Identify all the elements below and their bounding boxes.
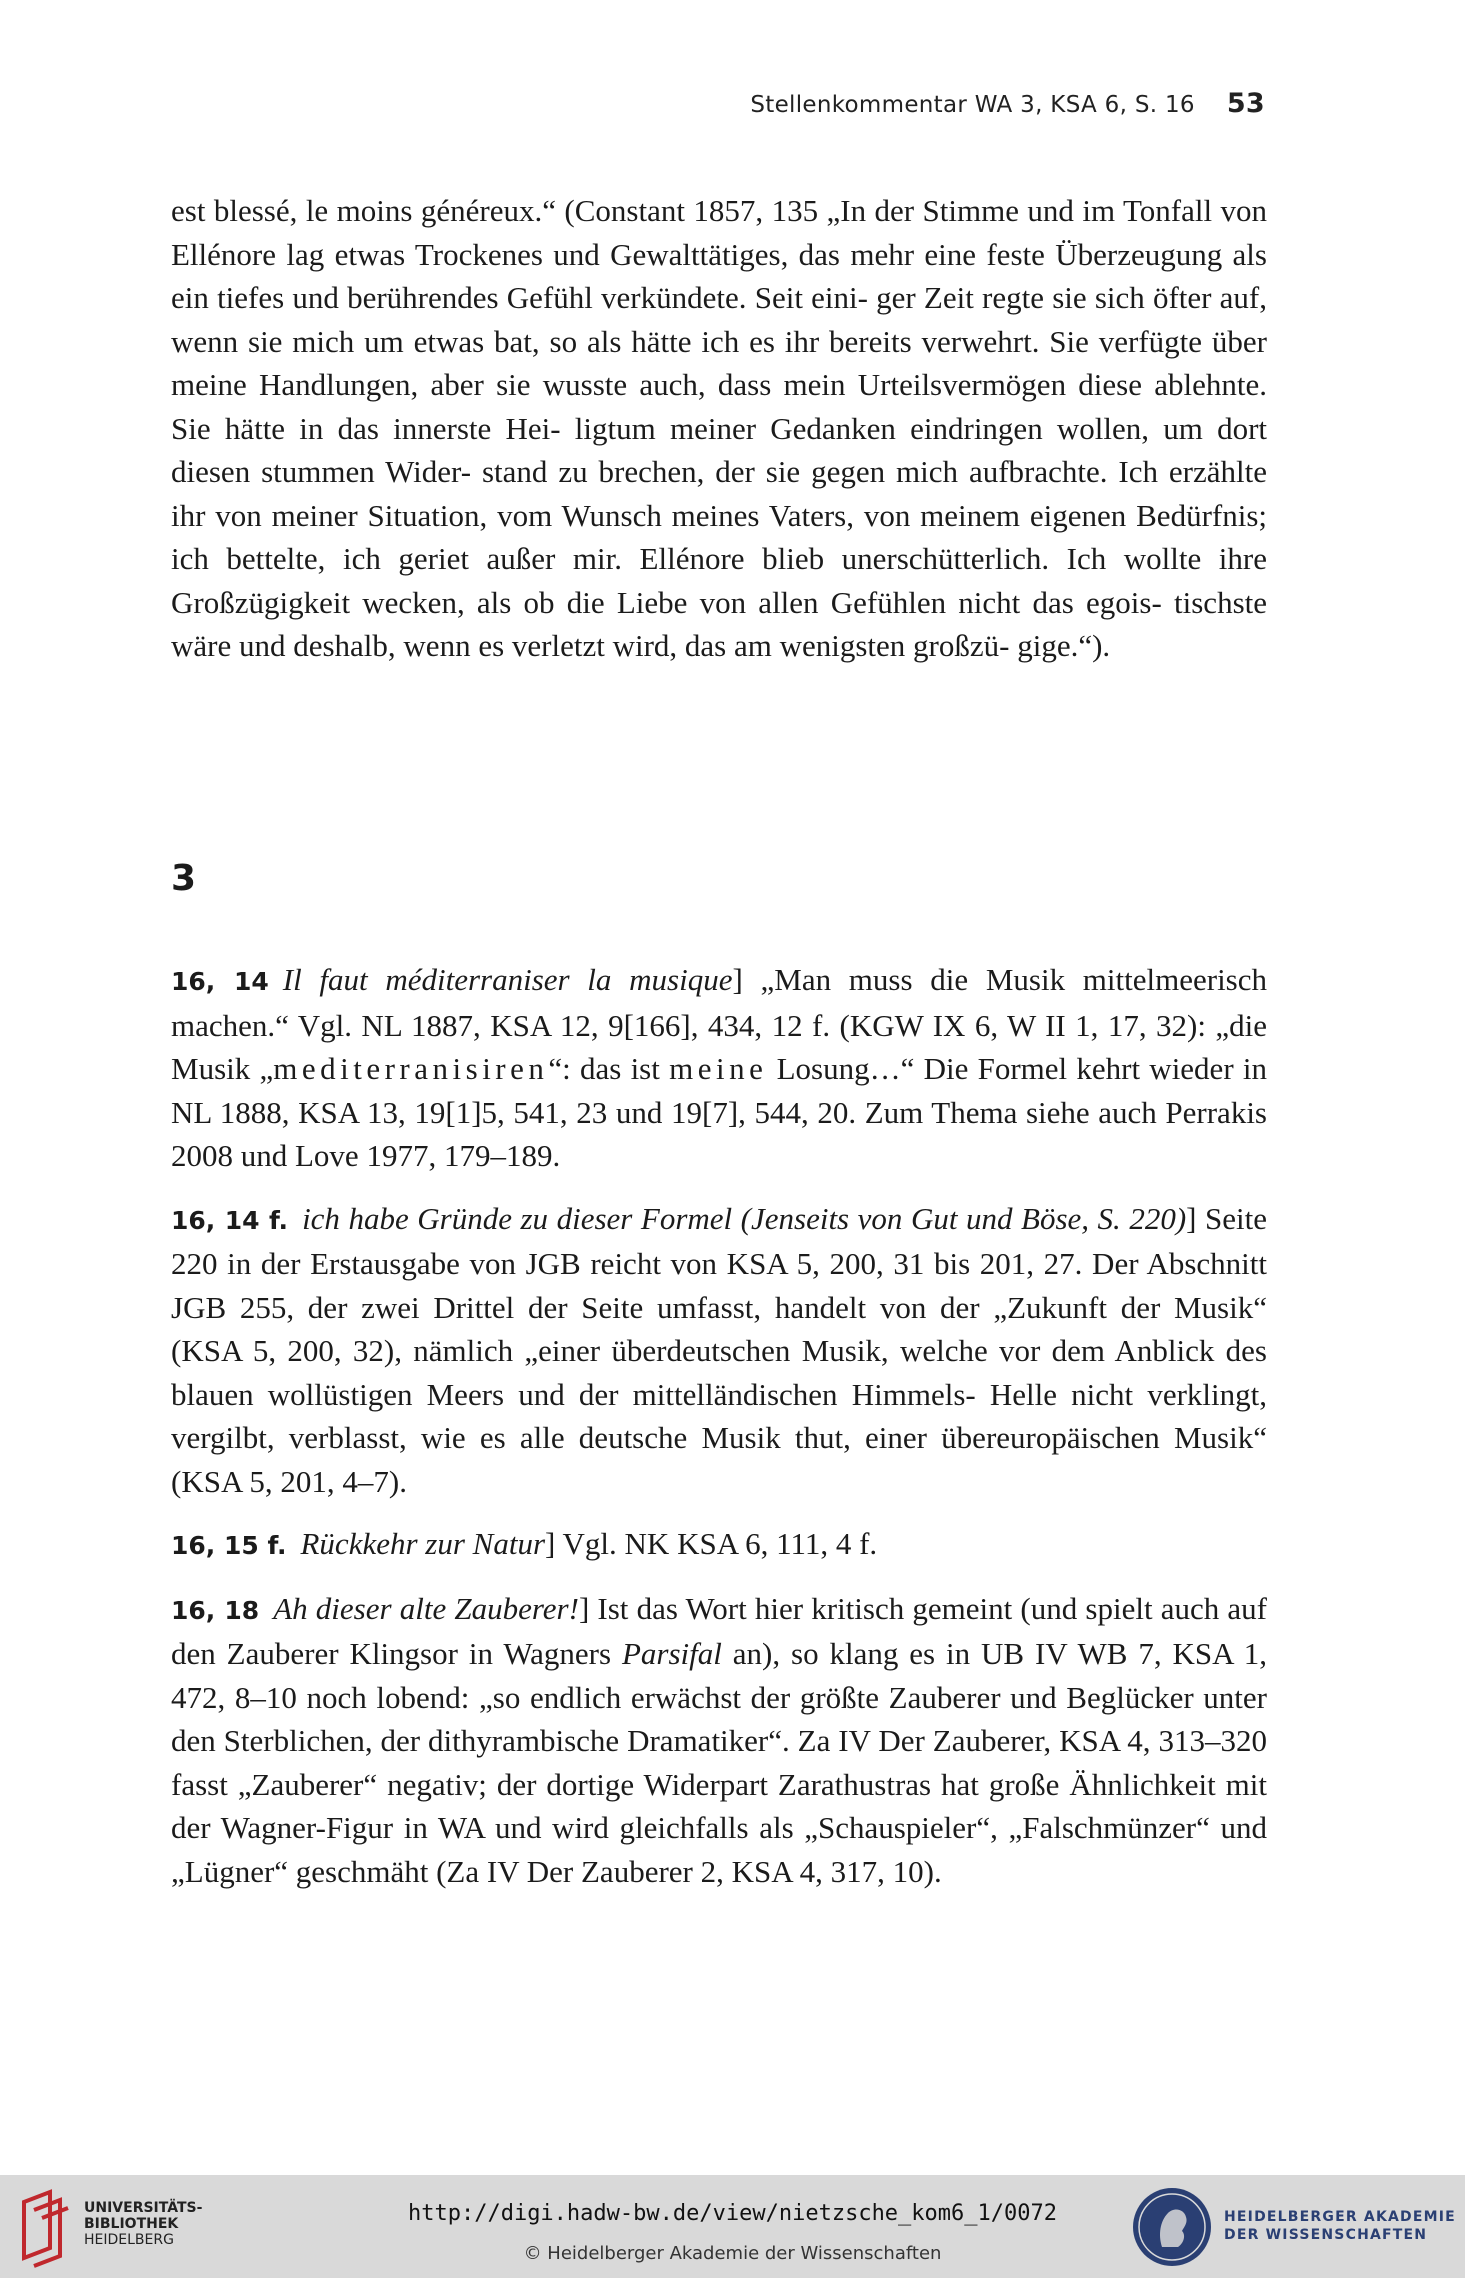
ub-name-line: UNIVERSITÄTS- bbox=[84, 2200, 203, 2216]
note-italic-title: Parsifal bbox=[621, 1636, 722, 1671]
permalink-url[interactable]: http://digi.hadw-bw.de/view/nietzsche_kom6_1/0072 bbox=[407, 2201, 1057, 2226]
note-text: ] Ist das Wort hier kritisch gemeint (und spielt auch auf den Zauberer Klingsor in Wagners bbox=[171, 1590, 1267, 1671]
note-reference: 16, 18 bbox=[171, 1595, 260, 1625]
commentary-note bbox=[171, 1197, 1267, 1504]
commentary-note bbox=[171, 1522, 1267, 1568]
academy-seal-icon[interactable] bbox=[1130, 2185, 1214, 2269]
note-text: an), so klang es in UB IV WB 7, KSA 1, 472, 8–10 noch lobend: „so endlich erwächst der größte Zauberer und Beglücker unter den Sterblichen, der dithyrambische Dramatiker“. Za IV Der Zauberer, KSA 4, 313–320 fasst „Zauberer“ negativ; der dortige Widerpart Zarathustras hat große Ähnlichkeit mit der Wagner-Figur in WA und wird gleichfalls als „Schauspieler“, „Falschmünzer“ und „Lügner“ geschmäht (Za IV Der Zauberer 2, KSA 4, 317, 10). bbox=[171, 1636, 1267, 1889]
chapter-heading: 3 bbox=[171, 858, 197, 899]
viewer-footer bbox=[0, 2175, 1465, 2278]
note-text: Helle nicht verklingt, vergilbt, verblasst, wie es alle deutsche Musik thut, einer übereuropäischen Musik“ (KSA 5, 201, 4–7). bbox=[171, 1376, 1267, 1499]
intro-paragraph bbox=[171, 189, 1267, 668]
note-text: ] Seite 220 in der Erstausgabe von JGB reicht von KSA 5, 200, 31 bis 201, 27. Der Abschnitt JGB 255, der zwei Drittel der Seite umfasst, handelt von der „Zukunft der Musik“ (KSA 5, 200, 32), nämlich „einer überdeutschen Musik, welche vor dem Anblick des blauen wollüstigen Meers und der mittelländischen Himmels- bbox=[171, 1200, 1267, 1412]
intro-text-6: gige.“). bbox=[1017, 628, 1111, 663]
page-number: 53 bbox=[1226, 88, 1265, 119]
intro-text-1: est blessé, le moins généreux.“ (Constant 1857, 135 „In der Stimme und im Tonfall von Ellénore lag etwas Trockenes und Gewalttätiges, das mehr eine feste Überzeugung als ein tiefes und berührendes Gefühl verkündete. Seit eini- bbox=[171, 193, 1267, 315]
ub-name-line: BIBLIOTHEK bbox=[84, 2216, 179, 2232]
commentary-note bbox=[171, 1587, 1267, 1894]
commentary-note bbox=[171, 958, 1267, 1178]
note-lemma: Il faut méditerraniser la musique bbox=[282, 962, 733, 997]
intro-text-4: stand zu brechen, der sie gegen mich aufbrachte. Ich erzählte ihr von meiner Situation, vom Wunsch meines Vaters, von meinem eigenen Bedürfnis; ich bettelte, ich geriet außer mir. Ellénore blieb unerschütterlich. Ich wollte ihre Großzügigkeit wecken, als ob die Liebe von allen Gefühlen nicht das egois- bbox=[171, 454, 1267, 620]
note-text: “: das ist bbox=[548, 1051, 670, 1086]
academy-name bbox=[1224, 2208, 1456, 2244]
note-lemma: Rückkehr zur Natur bbox=[300, 1526, 546, 1561]
note-text: ] Vgl. NK KSA 6, 111, 4 f. bbox=[545, 1526, 878, 1561]
note-lemma: ich habe Gründe zu dieser Formel (Jenseits von Gut und Böse, S. 220) bbox=[302, 1200, 1187, 1236]
note-text: ] „Man muss die Musik mittelmeerisch machen.“ Vgl. NL 1887, KSA 12, 9[166], 434, 12 f. (KGW IX 6, W II 1, 17, 32): „die Musik „ bbox=[171, 962, 1268, 1086]
copyright-notice: © Heidelberger Akademie der Wissenschaften bbox=[523, 2243, 942, 2264]
academy-name-line: DER WISSENSCHAFTEN bbox=[1224, 2227, 1428, 2243]
running-title: Stellenkommentar WA 3, KSA 6, S. 16 bbox=[750, 92, 1195, 118]
note-reference: 16, 15 f. bbox=[171, 1531, 287, 1560]
running-head bbox=[171, 88, 1265, 119]
note-reference: 16, 14 bbox=[171, 967, 269, 996]
ub-name-line: HEIDELBERG bbox=[84, 2232, 174, 2248]
intro-text-3: ligtum meiner Gedanken eindringen wollen, um dort diesen stummen Wider- bbox=[171, 410, 1268, 489]
intro-text-2: ger Zeit regte sie sich öfter auf, wenn sie mich um etwas bat, so als hätte ich es ihr bereits verwehrt. Sie verfügte über meine Handlungen, aber sie wusste auch, dass mein Urteilsvermögen diese ablehnte. Sie hätte in das innerste Hei- bbox=[171, 280, 1268, 446]
note-spaced-text: mediterranisiren bbox=[273, 1051, 549, 1086]
note-lemma: Ah dieser alte Zauberer! bbox=[273, 1590, 579, 1626]
commentary-notes bbox=[171, 958, 1267, 1912]
note-text: Losung…“ Die Formel kehrt wieder in NL 1888, KSA 13, 19[1]5, 541, 23 und 19[7], 544, 20. Zum Thema siehe auch Perrakis 2008 und Love 1977, 179–189. bbox=[171, 1051, 1267, 1173]
intro-text-5: tischste wäre und deshalb, wenn es verletzt wird, das am wenigsten großzü- bbox=[171, 584, 1268, 663]
note-spaced-text: meine bbox=[669, 1051, 768, 1086]
note-reference: 16, 14 f. bbox=[171, 1205, 289, 1235]
academy-name-line: HEIDELBERGER AKADEMIE bbox=[1224, 2209, 1456, 2225]
